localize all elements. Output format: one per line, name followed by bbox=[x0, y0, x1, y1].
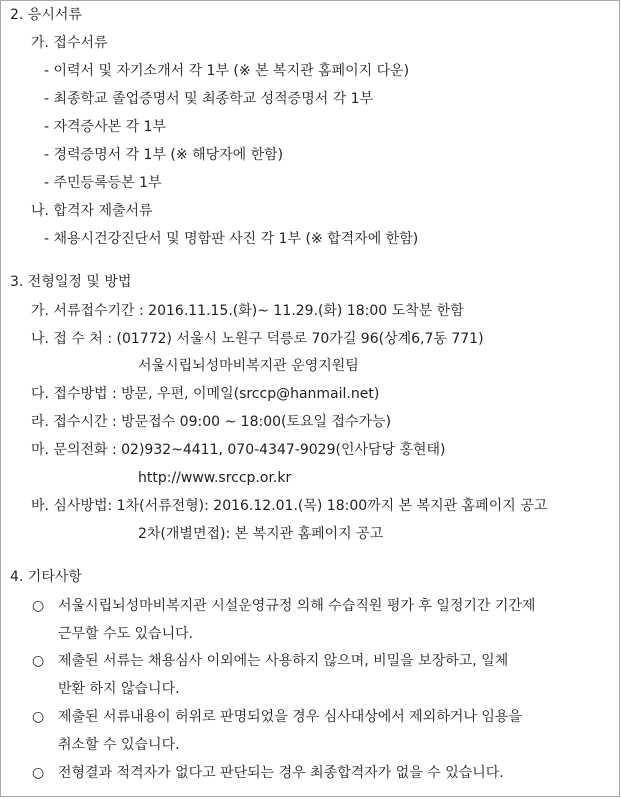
schedule-row: 마. 문의전화 : 02)932~4411, 070-4347-9029(인사담당 홍현태) bbox=[31, 442, 446, 458]
note-line: 전형결과 적격자가 없다고 판단되는 경우 최종합격자가 없을 수 있습니다. bbox=[58, 765, 504, 781]
schedule-row-continuation: 2차(개별면접): 본 복지관 홈페이지 공고 bbox=[138, 526, 384, 542]
list-item: - 최종학교 졸업증명서 및 최종학교 성적증명서 각 1부 bbox=[44, 91, 374, 107]
circle-bullet-icon: ○ bbox=[32, 598, 45, 614]
section-heading-docs: 2. 응시서류 bbox=[10, 7, 82, 23]
section-heading-etc: 4. 기타사항 bbox=[10, 569, 82, 585]
list-item: - 경력증명서 각 1부 (※ 해당자에 한함) bbox=[44, 147, 284, 163]
schedule-row-continuation: 서울시립뇌성마비복지관 운영지원팀 bbox=[138, 358, 359, 374]
subsection-title-ga: 가. 접수서류 bbox=[31, 35, 108, 51]
list-item: - 채용시건강진단서 및 명함판 사진 각 1부 (※ 합격자에 한함) bbox=[44, 231, 419, 247]
section-heading-schedule: 3. 전형일정 및 방법 bbox=[10, 274, 132, 290]
schedule-row: 다. 접수방법 : 방문, 우편, 이메일(srccp@hanmail.net) bbox=[31, 386, 380, 402]
schedule-row: 바. 심사방법: 1차(서류전형): 2016.12.01.(목) 18:00까지 본 복지관 홈페이지 공고 bbox=[31, 498, 548, 514]
circle-bullet-icon: ○ bbox=[32, 765, 45, 781]
schedule-row: 라. 접수시간 : 방문접수 09:00 ~ 18:00(토요일 접수가능) bbox=[31, 414, 392, 430]
schedule-row: 가. 서류접수기간 : 2016.11.15.(화)~ 11.29.(화) 18:00 도착분 한함 bbox=[31, 303, 464, 319]
subsection-title-na: 나. 합격자 제출서류 bbox=[31, 203, 153, 219]
circle-bullet-icon: ○ bbox=[32, 653, 45, 669]
list-item: - 자격증사본 각 1부 bbox=[44, 119, 166, 135]
circle-bullet-icon: ○ bbox=[32, 709, 45, 725]
schedule-row: 나. 접 수 처 : (01772) 서울시 노원구 덕릉로 70가길 96(상계6,7동 771) bbox=[31, 331, 484, 347]
list-item: - 주민등록등본 1부 bbox=[44, 175, 162, 191]
note-line: 제출된 서류내용이 허위로 판명되었을 경우 심사대상에서 제외하거나 임용을 bbox=[58, 709, 522, 725]
note-line: 반환 하지 않습니다. bbox=[58, 681, 180, 697]
note-line: 근무할 수도 있습니다. bbox=[58, 626, 194, 642]
website-url: http://www.srccp.or.kr bbox=[138, 470, 292, 486]
list-item: - 이력서 및 자기소개서 각 1부 (※ 본 복지관 홈페이지 다운) bbox=[44, 63, 410, 79]
note-line: 서울시립뇌성마비복지관 시설운영규정 의해 수습직원 평가 후 일정기간 기간제 bbox=[58, 598, 536, 614]
note-line: 제출된 서류는 채용심사 이외에는 사용하지 않으며, 비밀을 보장하고, 일체 bbox=[58, 653, 509, 669]
note-line: 취소할 수 있습니다. bbox=[58, 737, 180, 753]
